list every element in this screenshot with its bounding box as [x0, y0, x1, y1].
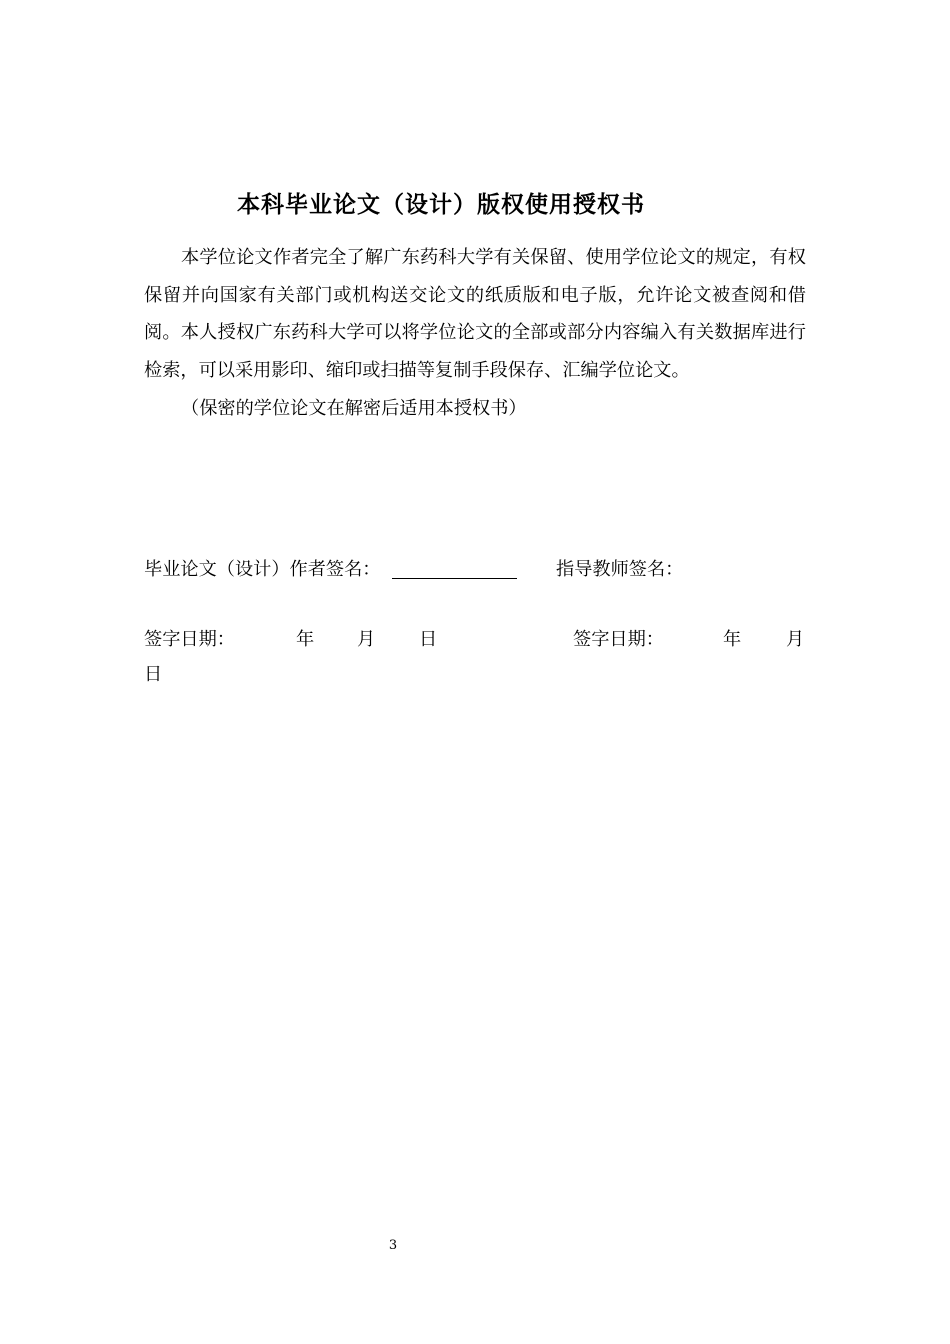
- authorization-paragraph: 本学位论文作者完全了解广东药科大学有关保留、使用学位论文的规定，有权保留并向国家有关部门或机构送交论文的纸质版和电子版，允许论文被查阅和借阅。本人授权广东药科大学可以将学位论文的全部或部分内容编入有关数据库进行检索，可以采用影印、缩印或扫描等复制手段保存、汇编学位论文。: [144, 247, 806, 381]
- author-signature-line: [392, 578, 517, 579]
- author-date-day: 日: [419, 629, 438, 650]
- advisor-date-label: 签字日期：: [573, 629, 664, 650]
- page-number: 3: [388, 1238, 398, 1253]
- author-date-month: 月: [357, 629, 376, 650]
- advisor-signature-label: 指导教师签名：: [556, 559, 684, 580]
- author-signature-label: 毕业论文（设计）作者签名：: [144, 559, 381, 580]
- author-date-year: 年: [296, 629, 315, 650]
- confidential-note: （保密的学位论文在解密后适用本授权书）: [181, 398, 527, 419]
- advisor-date-year: 年: [723, 629, 742, 650]
- author-date-label: 签字日期：: [144, 629, 235, 650]
- document-title: 本科毕业论文（设计）版权使用授权书: [237, 192, 645, 218]
- advisor-date-day: 日: [144, 664, 163, 685]
- advisor-date-month: 月: [786, 629, 805, 650]
